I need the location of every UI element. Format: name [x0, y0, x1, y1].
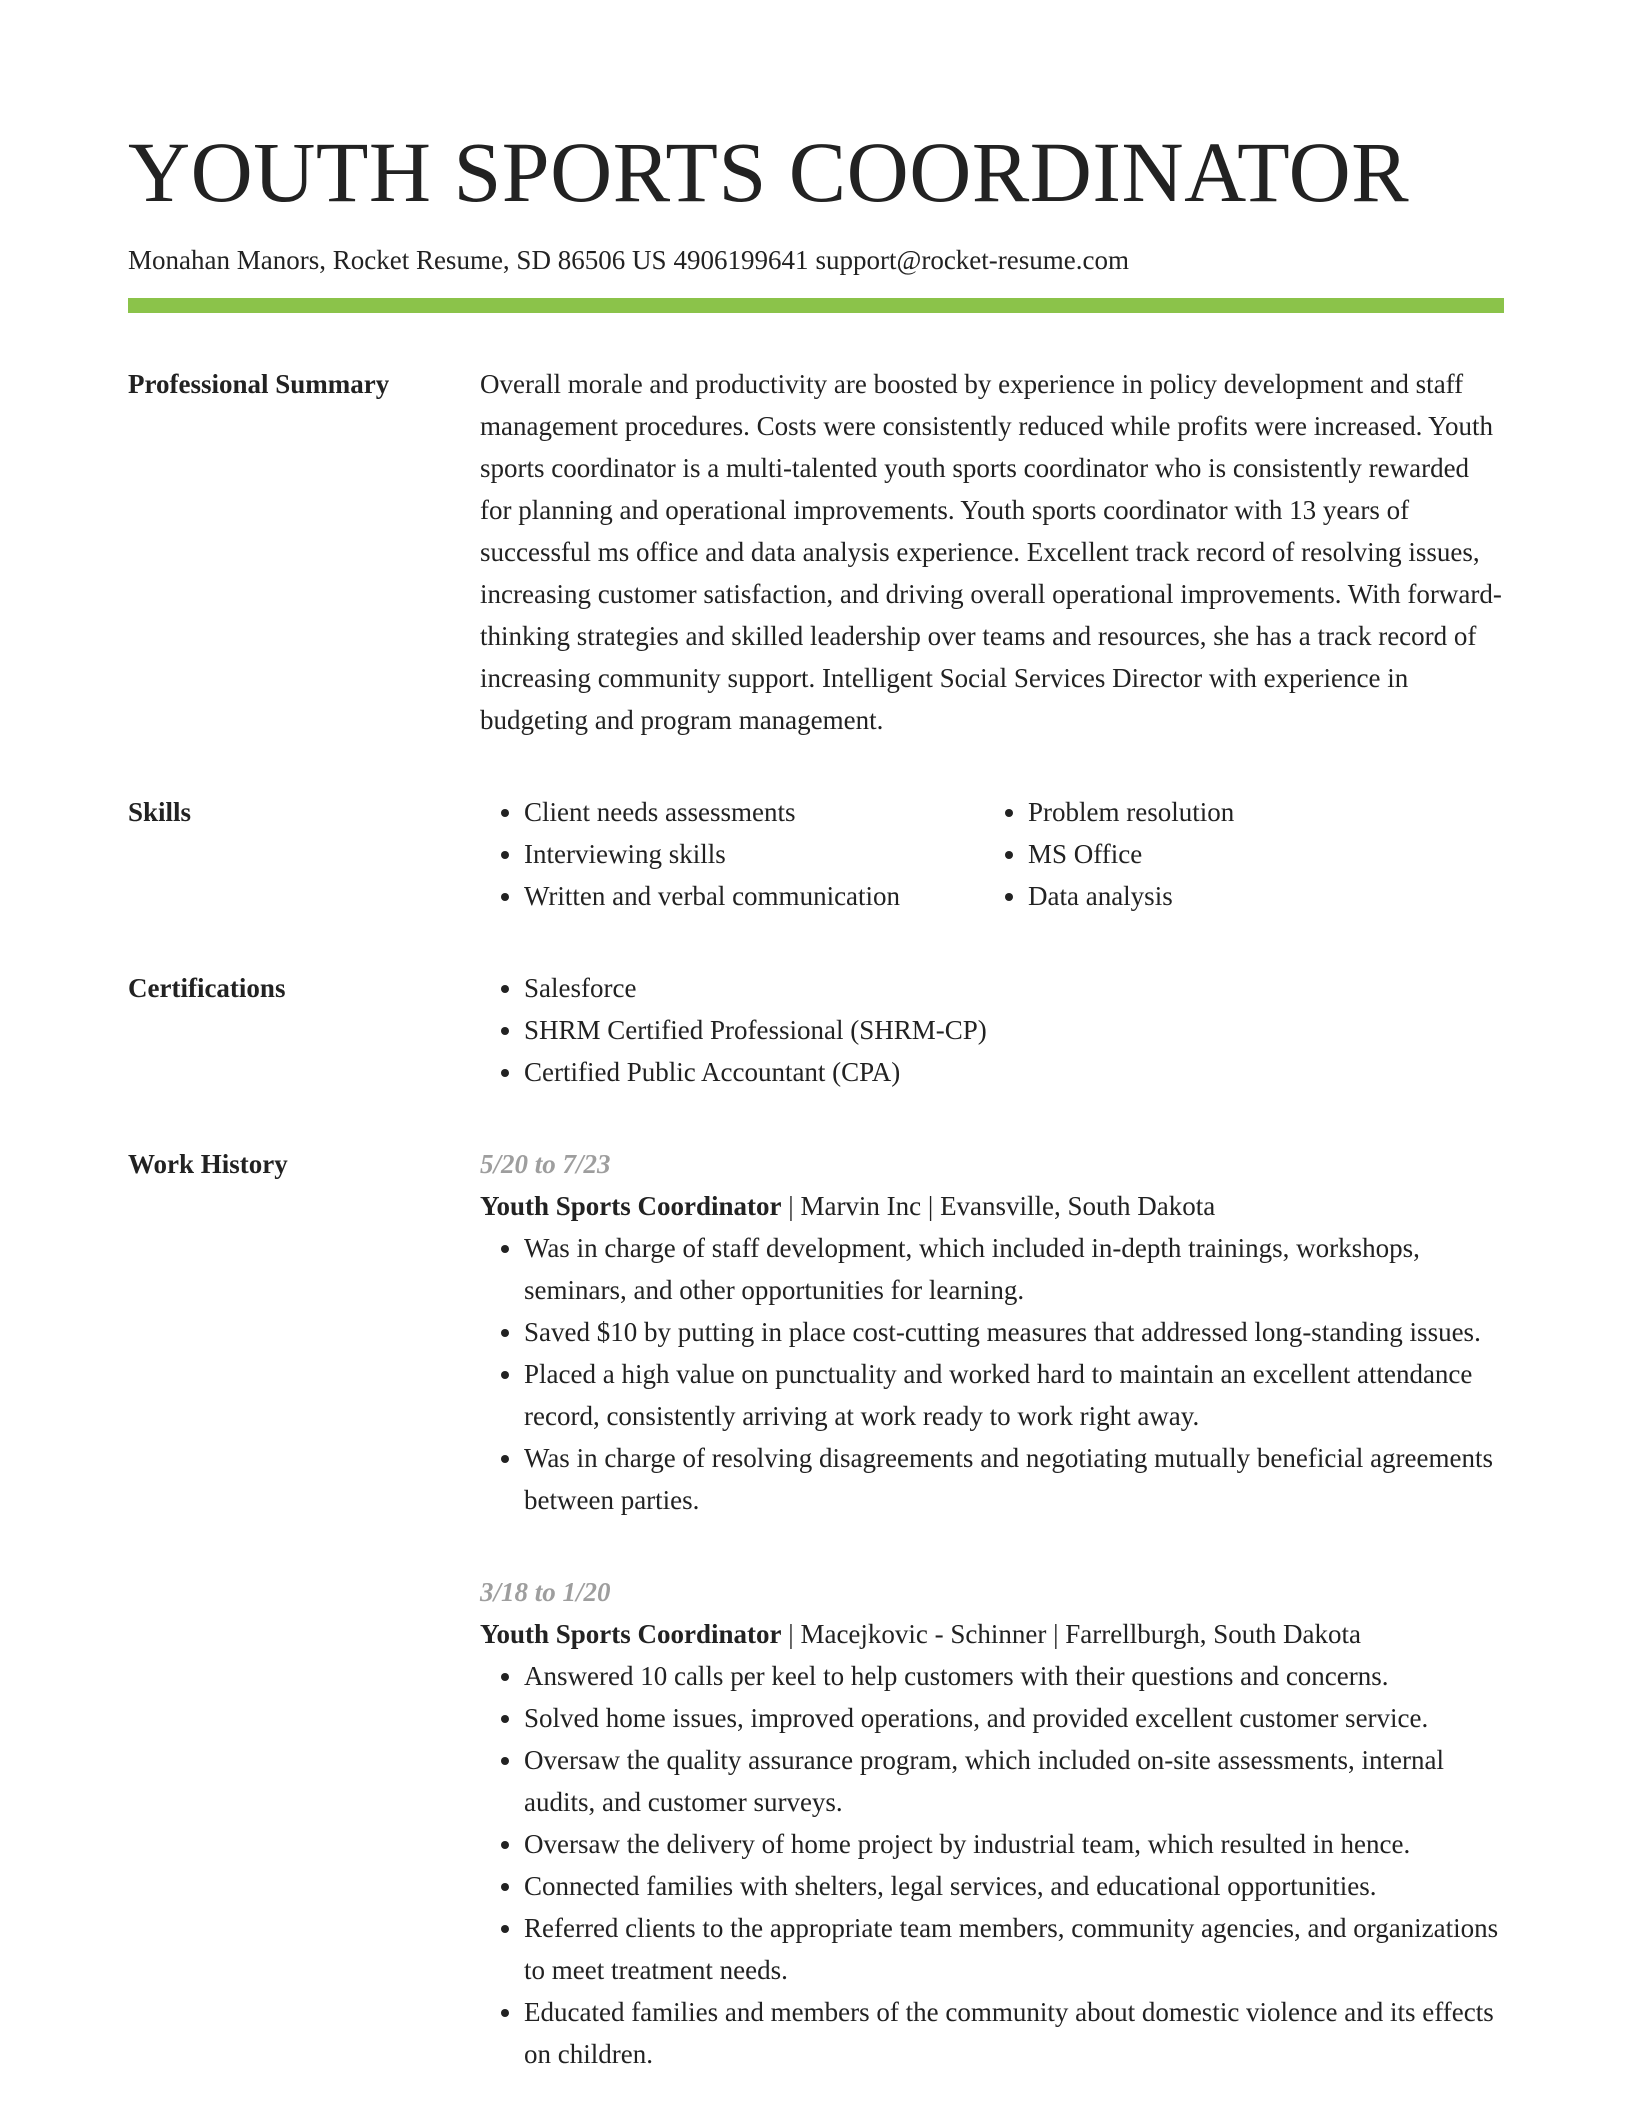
summary-section — [128, 363, 1504, 741]
work-history-section — [128, 1143, 1504, 2075]
job-bullet: • Was in charge of staff development, which included in-depth trainings, workshops, seminars, and other opportunities for learning. — [524, 1227, 1504, 1311]
work-history-heading: Work History — [128, 1149, 288, 1179]
contact-email: support@rocket-resume.com — [815, 245, 1129, 275]
certifications-list — [480, 967, 1504, 1093]
contact-line — [128, 242, 1504, 278]
job-entry — [480, 1571, 1504, 2075]
skill-item: • Data analysis — [1028, 875, 1234, 917]
summary-content — [480, 363, 1504, 741]
job-responsibilities — [480, 1655, 1504, 2075]
skill-item: • MS Office — [1028, 833, 1234, 875]
resume-sections — [128, 363, 1504, 2075]
header-divider — [128, 298, 1504, 313]
job-bullet: • Was in charge of resolving disagreements and negotiating mutually beneficial agreements between parties. — [524, 1437, 1504, 1521]
job-title-line — [480, 1613, 1504, 1655]
certification-item: • Certified Public Accountant (CPA) — [524, 1051, 1504, 1093]
job-bullet: • Placed a high value on punctuality and worked hard to maintain an excellent attendance record, consistently arriving at work ready to work right away. — [524, 1353, 1504, 1437]
job-responsibilities — [480, 1227, 1504, 1521]
job-title: Youth Sports Coordinator — [480, 1191, 782, 1221]
job-title: Youth Sports Coordinator — [480, 1619, 782, 1649]
summary-heading: Professional Summary — [128, 369, 390, 399]
skills-content — [480, 791, 1504, 917]
job-employer-location: | Macejkovic - Schinner | Farrellburgh, South Dakota — [781, 1619, 1361, 1649]
job-bullet: • Answered 10 calls per keel to help customers with their questions and concerns. — [524, 1655, 1504, 1697]
certifications-heading: Certifications — [128, 973, 286, 1003]
job-entry — [480, 1143, 1504, 1521]
job-bullet: • Referred clients to the appropriate team members, community agencies, and organizations to meet treatment needs. — [524, 1907, 1504, 1991]
job-bullet: • Solved home issues, improved operations, and provided excellent customer service. — [524, 1697, 1504, 1739]
job-dates: 5/20 to 7/23 — [480, 1149, 611, 1179]
job-dates: 3/18 to 1/20 — [480, 1577, 611, 1607]
job-employer-location: | Marvin Inc | Evansville, South Dakota — [781, 1191, 1216, 1221]
certifications-section — [128, 967, 1504, 1093]
job-bullet: • Oversaw the quality assurance program, which included on-site assessments, internal audits, and customer surveys. — [524, 1739, 1504, 1823]
skill-item: • Client needs assessments — [524, 791, 984, 833]
contact-address: Monahan Manors, Rocket Resume, SD 86506 US — [128, 245, 667, 275]
resume-title: YOUTH SPORTS COORDINATOR — [128, 124, 1410, 220]
certifications-content — [480, 967, 1504, 1093]
job-bullet: • Connected families with shelters, legal services, and educational opportunities. — [524, 1865, 1504, 1907]
skills-list-column-2 — [984, 791, 1234, 917]
certification-item: • SHRM Certified Professional (SHRM-CP) — [524, 1009, 1504, 1051]
skill-item: • Interviewing skills — [524, 833, 984, 875]
job-bullet: • Educated families and members of the community about domestic violence and its effects on children. — [524, 1991, 1504, 2075]
contact-phone: 4906199641 — [673, 245, 809, 275]
job-title-line — [480, 1185, 1504, 1227]
skill-item: • Written and verbal communication — [524, 875, 984, 917]
job-bullet: • Oversaw the delivery of home project by industrial team, which resulted in hence. — [524, 1823, 1504, 1865]
skills-list-column-1 — [480, 791, 984, 917]
skill-item: • Problem resolution — [1028, 791, 1234, 833]
certification-item: • Salesforce — [524, 967, 1504, 1009]
skills-heading: Skills — [128, 797, 192, 827]
work-history-content — [480, 1143, 1504, 2075]
job-bullet: • Saved $10 by putting in place cost-cutting measures that addressed long-standing issues. — [524, 1311, 1504, 1353]
skills-section — [128, 791, 1504, 917]
summary-text: Overall morale and productivity are boosted by experience in policy development and staff management procedures. Costs were consistently reduced while profits were increased. Youth sports coordinator is a multi-talented youth sports coordinator who is consistently rewarded for planning and operational improvements. Youth sports coordinator with 13 years of successful ms office and data analysis experience. Excellent track record of resolving issues, increasing customer satisfaction, and driving overall operational improvements. With forward-thinking strategies and skilled leadership over teams and resources, she has a track record of increasing community support. Intelligent Social Services Director with experience in budgeting and program management. — [480, 369, 1502, 735]
